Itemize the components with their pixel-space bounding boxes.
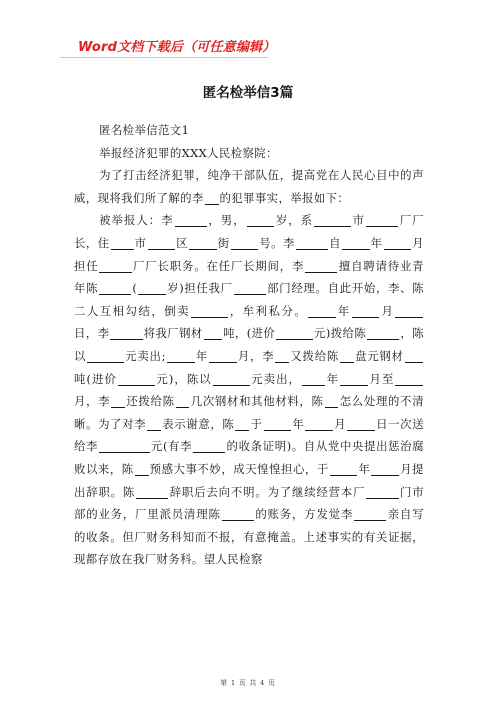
- fill-in-blank: [371, 462, 399, 476]
- fill-in-blank: [325, 394, 339, 408]
- fill-in-blank: [147, 417, 161, 431]
- document-body: [74, 119, 424, 571]
- fill-in-blank: [275, 349, 289, 363]
- fill-in-blank: [209, 349, 237, 363]
- fill-in-blank: [87, 349, 124, 363]
- fill-in-blank: [191, 304, 228, 318]
- fill-in-blank: [340, 372, 368, 386]
- fill-in-blank: [264, 417, 292, 431]
- body-paragraph: 为了打击经济犯罪，纯净干部队伍，提高党在人民心目中的声威，现将我们所了解的李 的犯罪事实，举报如下：: [74, 168, 424, 205]
- fill-in-blank: [110, 326, 142, 340]
- fill-in-blank: [276, 326, 313, 340]
- body-paragraph: 匿名检举信范文1: [99, 123, 190, 137]
- fill-in-blank: [366, 485, 398, 499]
- fill-in-blank: [176, 394, 190, 408]
- fill-in-blank: [395, 372, 423, 386]
- fill-in-blank: [189, 236, 217, 250]
- fill-in-blank: [205, 191, 219, 205]
- fill-in-blank: [99, 439, 150, 453]
- fill-in-blank: [305, 417, 333, 431]
- fill-in-blank: [148, 236, 176, 250]
- document-title: 匿名检举信3篇: [202, 85, 294, 101]
- fill-in-blank: [136, 485, 168, 499]
- fill-in-blank: [234, 281, 266, 295]
- fill-in-blank: [395, 304, 423, 318]
- fill-in-blank: [99, 259, 131, 273]
- body-paragraph: 被举报人：李 ，男， 岁，系 市 厂厂长，住 市 区 街 号。李 自 年 月担任 厂厂长职务。在任厂长期间，李 擅自聘请待业青年陈 ( 岁)担任我厂 部门经理。自此开始，李、陈二人互相勾结，倒卖 ，牟利私分。 年 月日，李 将我厂钢材 吨，(进价 元)拨给陈 ，陈以 元卖出; 年 月，李 又拨给陈 盘元钢材吨(进价 元)，陈以 元卖出， 年 月至月，李 还拨给陈 几次钢材和其他材料，陈 怎么处理的不清晰。为了对李 表示谢意，陈 于 年 月 日一次送给李 元(有李 的收条证明)。自从党中央提出惩治腐 败以来，陈 预感大事不妙，成天惶惶担心，于 年 月提出辞职。陈 辞职后去向不明。为了继续经营本厂 门市部的业务，厂里派员清理陈 的账务，方发觉李 亲自写的收条。但厂财务科知而不报，有意掩盖。上述事实的有关证据，现都存放在我厂财务科。望人民检察: [74, 213, 425, 567]
- fill-in-blank: [330, 462, 358, 476]
- fill-in-blank: [231, 236, 259, 250]
- fill-in-blank: [296, 236, 328, 250]
- body-paragraph: 举报经济犯罪的XXX人民检察院：: [99, 145, 278, 160]
- fill-in-blank: [118, 372, 155, 386]
- fill-in-blank: [367, 326, 399, 340]
- fill-in-blank: [167, 349, 195, 363]
- fill-in-blank: [111, 236, 134, 250]
- fill-in-blank: [405, 349, 423, 363]
- download-header: Word文档下载后（可任意编辑）: [78, 40, 276, 55]
- fill-in-blank: [175, 213, 207, 227]
- fill-in-blank: [366, 213, 398, 227]
- fill-in-blank: [354, 507, 386, 521]
- fill-in-blank: [193, 439, 225, 453]
- fill-in-blank: [213, 372, 250, 386]
- fill-in-blank: [222, 507, 254, 521]
- fill-in-blank: [340, 349, 354, 363]
- fill-in-blank: [347, 417, 375, 431]
- fill-in-blank: [314, 213, 351, 227]
- page-footer: 第 1 页 共 4 页: [220, 679, 276, 687]
- fill-in-blank: [384, 236, 412, 250]
- fill-in-blank: [111, 394, 125, 408]
- fill-in-blank: [138, 281, 166, 295]
- fill-in-blank: [235, 417, 249, 431]
- fill-in-blank: [305, 259, 337, 273]
- fill-in-blank: [308, 304, 336, 318]
- fill-in-blank: [135, 462, 149, 476]
- fill-in-blank: [99, 281, 131, 295]
- header-divider: [60, 57, 268, 58]
- fill-in-blank: [204, 326, 222, 340]
- fill-in-blank: [302, 372, 325, 386]
- fill-in-blank: [352, 304, 380, 318]
- fill-in-blank: [342, 236, 370, 250]
- fill-in-blank: [247, 213, 275, 227]
